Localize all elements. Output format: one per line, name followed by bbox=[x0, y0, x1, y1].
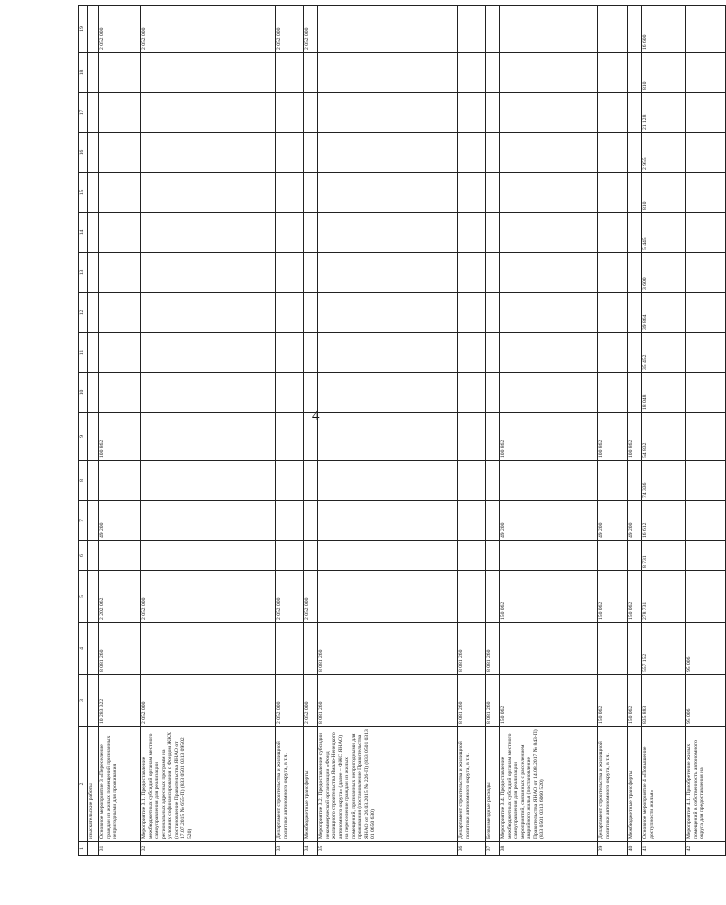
column-header: 2 bbox=[79, 727, 88, 842]
value-cell bbox=[628, 93, 642, 133]
value-cell bbox=[486, 293, 500, 333]
value-cell bbox=[458, 213, 486, 253]
value-cell bbox=[628, 461, 642, 501]
value-cell bbox=[276, 373, 304, 413]
row-label-cell: Мероприятие 4.1. Приобретение жилых помещений в собственность автономного округа для предоставления на bbox=[686, 727, 726, 842]
value-cell bbox=[276, 461, 304, 501]
value-cell bbox=[318, 501, 458, 541]
value-cell bbox=[304, 253, 318, 293]
row-number-cell: 33 bbox=[276, 842, 304, 856]
value-cell bbox=[486, 133, 500, 173]
value-cell bbox=[141, 501, 276, 541]
value-cell: 49 200 bbox=[99, 501, 141, 541]
value-cell bbox=[88, 373, 99, 413]
value-cell bbox=[304, 373, 318, 413]
value-cell bbox=[141, 623, 276, 675]
value-cell bbox=[500, 253, 598, 293]
value-cell bbox=[276, 501, 304, 541]
value-cell bbox=[318, 541, 458, 571]
value-cell bbox=[304, 333, 318, 373]
row-number-cell: 36 bbox=[458, 842, 486, 856]
value-cell bbox=[276, 623, 304, 675]
value-cell: 10 283 322 bbox=[99, 675, 141, 727]
value-cell bbox=[99, 333, 141, 373]
value-cell bbox=[304, 173, 318, 213]
value-cell bbox=[88, 213, 99, 253]
value-cell bbox=[458, 373, 486, 413]
table-header-row bbox=[79, 6, 88, 856]
value-cell: 74 336 bbox=[642, 461, 686, 501]
value-cell bbox=[88, 93, 99, 133]
value-cell bbox=[141, 253, 276, 293]
value-cell bbox=[598, 173, 628, 213]
row-label-cell: Департамент строительства и жилищной политики автономного округа, в т.ч. bbox=[276, 727, 304, 842]
value-cell bbox=[318, 6, 458, 53]
value-cell bbox=[318, 293, 458, 333]
value-cell bbox=[99, 461, 141, 501]
value-cell: 8 081 260 bbox=[318, 623, 458, 675]
value-cell: 100 862 bbox=[99, 413, 141, 461]
value-cell bbox=[628, 373, 642, 413]
value-cell bbox=[458, 461, 486, 501]
value-cell: 150 062 bbox=[500, 675, 598, 727]
value-cell bbox=[686, 133, 726, 173]
value-cell bbox=[276, 213, 304, 253]
value-cell bbox=[318, 253, 458, 293]
value-cell bbox=[88, 173, 99, 213]
row-label-cell: Межбюджетные трансферты bbox=[304, 727, 318, 842]
value-cell: 8 731 bbox=[642, 541, 686, 571]
value-cell bbox=[598, 461, 628, 501]
value-cell bbox=[318, 373, 458, 413]
value-cell bbox=[276, 93, 304, 133]
value-cell bbox=[88, 571, 99, 623]
value-cell bbox=[88, 6, 99, 53]
value-cell bbox=[318, 333, 458, 373]
value-cell bbox=[304, 413, 318, 461]
value-cell: 150 062 bbox=[598, 675, 628, 727]
value-cell bbox=[276, 541, 304, 571]
value-cell bbox=[99, 293, 141, 333]
value-cell bbox=[486, 333, 500, 373]
value-cell bbox=[500, 213, 598, 253]
value-cell bbox=[141, 293, 276, 333]
value-cell bbox=[598, 6, 628, 53]
value-cell bbox=[304, 213, 318, 253]
value-cell bbox=[304, 461, 318, 501]
value-cell bbox=[304, 541, 318, 571]
value-cell bbox=[598, 293, 628, 333]
value-cell bbox=[458, 413, 486, 461]
table-row bbox=[598, 6, 628, 856]
value-cell: 2 052 000 bbox=[99, 6, 141, 53]
row-number-cell: 37 bbox=[486, 842, 500, 856]
value-cell bbox=[141, 93, 276, 133]
column-header: 14 bbox=[79, 213, 88, 253]
value-cell bbox=[486, 6, 500, 53]
value-cell bbox=[500, 373, 598, 413]
table-row bbox=[628, 6, 642, 856]
value-cell bbox=[628, 333, 642, 373]
value-cell bbox=[88, 133, 99, 173]
value-cell bbox=[628, 293, 642, 333]
value-cell bbox=[628, 253, 642, 293]
value-cell bbox=[500, 293, 598, 333]
value-cell: 49 200 bbox=[500, 501, 598, 541]
value-cell: 2 955 bbox=[642, 133, 686, 173]
value-cell bbox=[88, 53, 99, 93]
row-label-cell: изыскательские работы bbox=[88, 727, 99, 842]
value-cell bbox=[686, 373, 726, 413]
value-cell bbox=[458, 571, 486, 623]
value-cell: 21 128 bbox=[642, 93, 686, 133]
value-cell bbox=[686, 6, 726, 53]
value-cell bbox=[276, 133, 304, 173]
value-cell bbox=[99, 133, 141, 173]
value-cell bbox=[88, 501, 99, 541]
value-cell bbox=[458, 173, 486, 213]
column-header: 19 bbox=[79, 6, 88, 53]
value-cell bbox=[99, 253, 141, 293]
value-cell: 2 052 000 bbox=[276, 571, 304, 623]
value-cell bbox=[318, 413, 458, 461]
value-cell: 150 062 bbox=[598, 571, 628, 623]
value-cell bbox=[318, 213, 458, 253]
value-cell bbox=[141, 373, 276, 413]
value-cell: 2 052 000 bbox=[304, 6, 318, 53]
value-cell: 2 052 000 bbox=[304, 571, 318, 623]
value-cell: 2 052 000 bbox=[276, 675, 304, 727]
row-number-cell: 31 bbox=[99, 842, 141, 856]
value-cell bbox=[500, 133, 598, 173]
value-cell bbox=[500, 6, 598, 53]
row-number-cell bbox=[88, 842, 99, 856]
value-cell bbox=[276, 253, 304, 293]
column-header: 4 bbox=[79, 623, 88, 675]
value-cell bbox=[500, 53, 598, 93]
value-cell bbox=[318, 173, 458, 213]
value-cell bbox=[486, 373, 500, 413]
value-cell: 2 202 062 bbox=[99, 571, 141, 623]
value-cell bbox=[88, 293, 99, 333]
value-cell bbox=[598, 253, 628, 293]
value-cell bbox=[686, 253, 726, 293]
value-cell bbox=[628, 133, 642, 173]
value-cell: 100 862 bbox=[500, 413, 598, 461]
value-cell bbox=[598, 541, 628, 571]
value-cell bbox=[598, 373, 628, 413]
value-cell bbox=[686, 93, 726, 133]
value-cell: 8 081 260 bbox=[318, 675, 458, 727]
row-label-cell: Основное мероприятие 4 «Повышение доступности жилья» bbox=[642, 727, 686, 842]
column-header: 17 bbox=[79, 93, 88, 133]
value-cell: 8 081 260 bbox=[458, 675, 486, 727]
table-row bbox=[276, 6, 304, 856]
value-cell bbox=[486, 501, 500, 541]
value-cell bbox=[318, 93, 458, 133]
value-cell: 2 052 000 bbox=[141, 6, 276, 53]
value-cell bbox=[88, 675, 99, 727]
value-cell bbox=[88, 541, 99, 571]
value-cell: 8 081 260 bbox=[486, 675, 500, 727]
column-header: 8 bbox=[79, 461, 88, 501]
row-number-cell: 32 bbox=[141, 842, 276, 856]
value-cell bbox=[628, 623, 642, 675]
row-number-cell: 41 bbox=[642, 842, 686, 856]
value-cell bbox=[458, 293, 486, 333]
value-cell bbox=[628, 541, 642, 571]
table-row bbox=[99, 6, 141, 856]
value-cell bbox=[304, 623, 318, 675]
table-row bbox=[141, 6, 276, 856]
value-cell: 5 445 bbox=[642, 213, 686, 253]
value-cell bbox=[99, 93, 141, 133]
value-cell bbox=[141, 333, 276, 373]
value-cell: 49 200 bbox=[628, 501, 642, 541]
value-cell bbox=[486, 213, 500, 253]
column-header: 13 bbox=[79, 253, 88, 293]
value-cell bbox=[458, 53, 486, 93]
row-label-cell: Департамент строительства и жилищной политики автономного округа, в т.ч. bbox=[458, 727, 486, 842]
value-cell bbox=[598, 93, 628, 133]
value-cell bbox=[686, 333, 726, 373]
value-cell: 150 062 bbox=[500, 571, 598, 623]
value-cell bbox=[486, 413, 500, 461]
value-cell: 557 152 bbox=[642, 623, 686, 675]
row-number-cell: 38 bbox=[500, 842, 598, 856]
value-cell bbox=[500, 541, 598, 571]
value-cell bbox=[486, 461, 500, 501]
value-cell bbox=[500, 173, 598, 213]
value-cell bbox=[500, 333, 598, 373]
value-cell: 39 864 bbox=[642, 293, 686, 333]
value-cell bbox=[486, 53, 500, 93]
value-cell: 54 832 bbox=[642, 413, 686, 461]
value-cell bbox=[628, 6, 642, 53]
row-label-cell: Безвозмездные расходы bbox=[486, 727, 500, 842]
row-label-cell: Департамент строительства и жилищной политики автономного округа, в т.ч. bbox=[598, 727, 628, 842]
value-cell bbox=[458, 253, 486, 293]
value-cell bbox=[141, 173, 276, 213]
value-cell: 8 081 260 bbox=[458, 623, 486, 675]
value-cell bbox=[458, 6, 486, 53]
value-cell bbox=[486, 173, 500, 213]
value-cell bbox=[304, 53, 318, 93]
column-header: 6 bbox=[79, 541, 88, 571]
value-cell: 2 052 000 bbox=[304, 675, 318, 727]
page-number: 4 bbox=[312, 408, 320, 424]
value-cell bbox=[458, 133, 486, 173]
value-cell: 49 200 bbox=[598, 501, 628, 541]
value-cell: 150 062 bbox=[628, 571, 642, 623]
value-cell bbox=[318, 571, 458, 623]
value-cell bbox=[686, 571, 726, 623]
row-number-cell: 39 bbox=[598, 842, 628, 856]
row-label-cell: Мероприятие 3.1. Предоставление межбюджетных субсидий органам местного самоуправления для реализации региональных адресных программ на условиях софинансирования с Фондом ЖКХ (постановление Правительства ЯНАО от 17.07.2015 № 655-П) (833 0501 0313 09502 520) bbox=[141, 727, 276, 842]
value-cell bbox=[276, 333, 304, 373]
value-cell bbox=[486, 541, 500, 571]
value-cell bbox=[686, 461, 726, 501]
value-cell bbox=[88, 623, 99, 675]
value-cell bbox=[304, 501, 318, 541]
value-cell bbox=[686, 53, 726, 93]
row-number-cell: 40 bbox=[628, 842, 642, 856]
table-row bbox=[642, 6, 686, 856]
value-cell bbox=[318, 53, 458, 93]
value-cell bbox=[686, 541, 726, 571]
column-header: 10 bbox=[79, 373, 88, 413]
table-body bbox=[79, 6, 726, 856]
value-cell bbox=[99, 541, 141, 571]
value-cell bbox=[486, 253, 500, 293]
value-cell bbox=[598, 623, 628, 675]
value-cell: 18 048 bbox=[642, 373, 686, 413]
column-header: 1 bbox=[79, 842, 88, 856]
value-cell bbox=[88, 333, 99, 373]
value-cell bbox=[318, 133, 458, 173]
row-label-cell: Основное мероприятие 3 «Переселение граждан из жилых помещений признанных непригодными для проживания bbox=[99, 727, 141, 842]
value-cell bbox=[500, 93, 598, 133]
value-cell bbox=[500, 461, 598, 501]
value-cell bbox=[318, 461, 458, 501]
value-cell bbox=[486, 93, 500, 133]
value-cell bbox=[458, 333, 486, 373]
column-header: 16 bbox=[79, 133, 88, 173]
table-row bbox=[318, 6, 458, 856]
column-header: 7 bbox=[79, 501, 88, 541]
value-cell bbox=[686, 293, 726, 333]
row-number-cell: 34 bbox=[304, 842, 318, 856]
row-label-cell: Мероприятие 3.4. Предоставление межбюджетных субсидий органам местного самоуправления для реализации мероприятий, связанных с расселением аварийного жилья (постановление Правительства ЯНАО от 14.08.2017 № 843-П) (833 0501 0313 6060 520) bbox=[500, 727, 598, 842]
value-cell: 3 600 bbox=[642, 253, 686, 293]
value-cell bbox=[99, 373, 141, 413]
value-cell bbox=[141, 413, 276, 461]
value-cell: 8 081 260 bbox=[486, 623, 500, 675]
column-header: 18 bbox=[79, 53, 88, 93]
value-cell: 8 081 260 bbox=[99, 623, 141, 675]
value-cell bbox=[304, 293, 318, 333]
value-cell bbox=[88, 413, 99, 461]
budget-table bbox=[78, 5, 726, 856]
value-cell bbox=[458, 93, 486, 133]
value-cell bbox=[304, 93, 318, 133]
table-row bbox=[304, 6, 318, 856]
value-cell bbox=[276, 173, 304, 213]
value-cell: 810 bbox=[642, 53, 686, 93]
value-cell bbox=[686, 173, 726, 213]
value-cell: 835 883 bbox=[642, 675, 686, 727]
value-cell: 16 600 bbox=[642, 6, 686, 53]
value-cell bbox=[598, 333, 628, 373]
value-cell bbox=[99, 213, 141, 253]
table-row bbox=[686, 6, 726, 856]
value-cell bbox=[141, 213, 276, 253]
value-cell bbox=[99, 173, 141, 213]
value-cell bbox=[598, 133, 628, 173]
value-cell: 100 862 bbox=[598, 413, 628, 461]
value-cell bbox=[686, 501, 726, 541]
value-cell: 16 612 bbox=[642, 501, 686, 541]
column-header: 12 bbox=[79, 293, 88, 333]
column-header: 15 bbox=[79, 173, 88, 213]
column-header: 3 bbox=[79, 675, 88, 727]
value-cell bbox=[88, 253, 99, 293]
value-cell: 2 052 000 bbox=[141, 675, 276, 727]
value-cell bbox=[141, 461, 276, 501]
value-cell: 150 062 bbox=[628, 675, 642, 727]
value-cell bbox=[99, 53, 141, 93]
value-cell: 95 006 bbox=[686, 623, 726, 675]
value-cell bbox=[141, 53, 276, 93]
table-row bbox=[88, 6, 99, 856]
value-cell: 2 052 000 bbox=[276, 6, 304, 53]
table-row bbox=[500, 6, 598, 856]
value-cell: 35 452 bbox=[642, 333, 686, 373]
row-number-cell: 42 bbox=[686, 842, 726, 856]
table-row bbox=[458, 6, 486, 856]
value-cell bbox=[686, 413, 726, 461]
value-cell bbox=[500, 623, 598, 675]
column-header: 9 bbox=[79, 413, 88, 461]
row-label-cell: Мероприятие 3.2. Предоставление субсидии некоммерческой организации «Фонд жилищного строительства Ямало-Ненецкого автономного округа» (далее – ФЖС ЯНАО) на переселение граждан из жилых помещений, признанных непригодными для проживания (постановление Правительства ЯНАО от 26.03.2015 № 226-П) (833 0501 0313 01 0650 630) bbox=[318, 727, 458, 842]
value-cell bbox=[686, 213, 726, 253]
value-cell bbox=[628, 173, 642, 213]
value-cell bbox=[458, 501, 486, 541]
value-cell: 95 006 bbox=[686, 675, 726, 727]
value-cell: 810 bbox=[642, 173, 686, 213]
value-cell bbox=[598, 53, 628, 93]
value-cell bbox=[458, 541, 486, 571]
column-header: 11 bbox=[79, 333, 88, 373]
value-cell bbox=[486, 571, 500, 623]
table-row bbox=[486, 6, 500, 856]
value-cell bbox=[598, 213, 628, 253]
value-cell bbox=[141, 133, 276, 173]
value-cell bbox=[276, 293, 304, 333]
column-header: 5 bbox=[79, 571, 88, 623]
value-cell bbox=[141, 541, 276, 571]
rotated-table-container bbox=[78, 6, 705, 856]
row-label-cell: Межбюджетные трансферты bbox=[628, 727, 642, 842]
value-cell: 100 862 bbox=[628, 413, 642, 461]
value-cell bbox=[276, 413, 304, 461]
value-cell bbox=[88, 461, 99, 501]
row-number-cell: 35 bbox=[318, 842, 458, 856]
value-cell bbox=[628, 53, 642, 93]
value-cell: 2 052 000 bbox=[141, 571, 276, 623]
value-cell: 278 731 bbox=[642, 571, 686, 623]
value-cell bbox=[276, 53, 304, 93]
value-cell bbox=[628, 213, 642, 253]
value-cell bbox=[304, 133, 318, 173]
